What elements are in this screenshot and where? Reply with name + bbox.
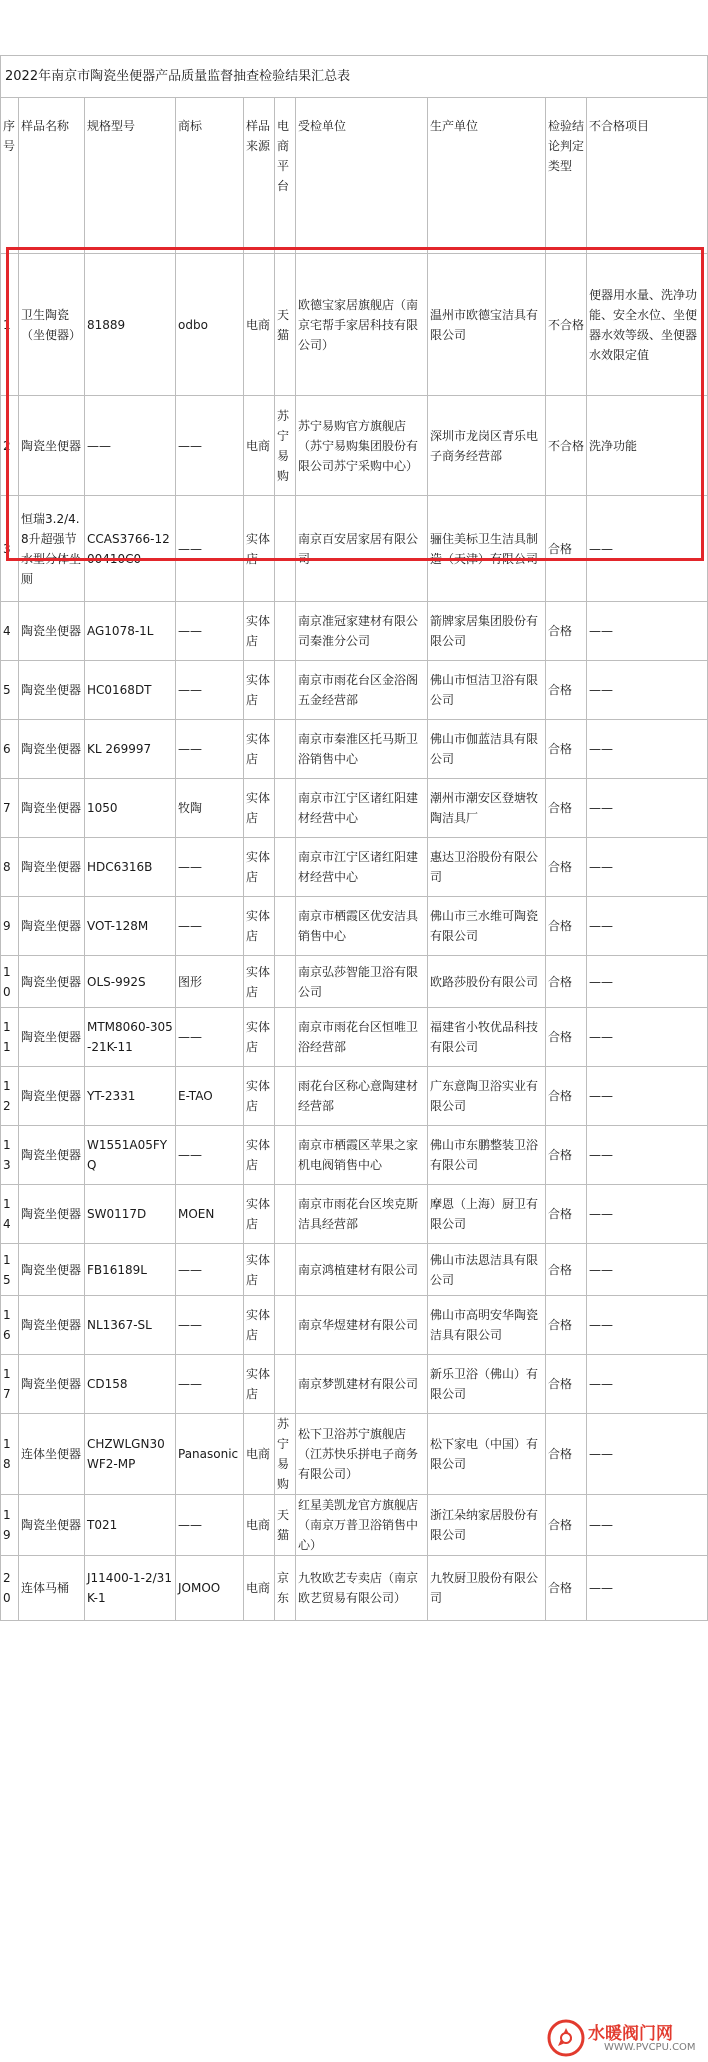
table-row (1, 254, 708, 396)
cell-row-index: 18 (1, 1414, 19, 1495)
cell-verdict: 合格 (546, 1355, 587, 1414)
cell-producer: 佛山市法恩洁具有限公司 (428, 1244, 546, 1296)
cell-brand: —— (176, 897, 244, 956)
cell-verdict: 合格 (546, 1414, 587, 1495)
cell-row-index: 9 (1, 897, 19, 956)
cell-row-index: 13 (1, 1126, 19, 1185)
cell-source: 实体店 (244, 838, 275, 897)
cell-failed-items: —— (587, 1556, 708, 1621)
header-col-index: 序号 (1, 98, 19, 254)
cell-platform: 京东 (275, 1556, 296, 1621)
cell-sample-name: 卫生陶瓷（坐便器） (19, 254, 85, 396)
cell-brand: —— (176, 1296, 244, 1355)
cell-sample-name: 陶瓷坐便器 (19, 720, 85, 779)
cell-verdict: 合格 (546, 1067, 587, 1126)
cell-platform (275, 496, 296, 602)
cell-platform (275, 838, 296, 897)
cell-model: MTM8060-305-21K-11 (85, 1008, 176, 1067)
cell-inspected-unit: 红星美凯龙官方旗舰店（南京万普卫浴销售中心） (296, 1495, 428, 1556)
cell-brand: JOMOO (176, 1556, 244, 1621)
header-col-sample-name: 样品名称 (19, 98, 85, 254)
header-col-verdict: 检验结论判定类型 (546, 98, 587, 254)
table-row (1, 1296, 708, 1355)
cell-verdict: 合格 (546, 1296, 587, 1355)
cell-verdict: 合格 (546, 661, 587, 720)
cell-source: 实体店 (244, 1355, 275, 1414)
cell-producer: 骊住美标卫生洁具制造（天津）有限公司 (428, 496, 546, 602)
results-table (0, 55, 708, 1621)
results-sheet (0, 55, 707, 1621)
cell-source: 实体店 (244, 661, 275, 720)
cell-failed-items: —— (587, 1126, 708, 1185)
table-row (1, 1008, 708, 1067)
cell-row-index: 12 (1, 1067, 19, 1126)
cell-sample-name: 陶瓷坐便器 (19, 1495, 85, 1556)
cell-failed-items: —— (587, 1008, 708, 1067)
header-col-inspected-unit: 受检单位 (296, 98, 428, 254)
cell-platform (275, 1185, 296, 1244)
cell-model: NL1367-SL (85, 1296, 176, 1355)
cell-row-index: 15 (1, 1244, 19, 1296)
cell-failed-items: —— (587, 661, 708, 720)
table-row (1, 396, 708, 496)
cell-verdict: 合格 (546, 779, 587, 838)
cell-model: 81889 (85, 254, 176, 396)
cell-platform: 天猫 (275, 1495, 296, 1556)
cell-brand: —— (176, 1126, 244, 1185)
cell-brand: 牧陶 (176, 779, 244, 838)
cell-brand: 图形 (176, 956, 244, 1008)
cell-inspected-unit: 南京鸿植建材有限公司 (296, 1244, 428, 1296)
cell-failed-items: —— (587, 897, 708, 956)
cell-platform (275, 1355, 296, 1414)
cell-brand: —— (176, 602, 244, 661)
header-col-producer: 生产单位 (428, 98, 546, 254)
cell-verdict: 合格 (546, 496, 587, 602)
cell-row-index: 5 (1, 661, 19, 720)
cell-row-index: 2 (1, 396, 19, 496)
cell-sample-name: 陶瓷坐便器 (19, 1008, 85, 1067)
cell-verdict: 合格 (546, 1126, 587, 1185)
cell-model: VOT-128M (85, 897, 176, 956)
table-row (1, 1185, 708, 1244)
table-row (1, 720, 708, 779)
cell-producer: 潮州市潮安区登塘牧陶洁具厂 (428, 779, 546, 838)
cell-producer: 广东意陶卫浴实业有限公司 (428, 1067, 546, 1126)
cell-sample-name: 陶瓷坐便器 (19, 838, 85, 897)
cell-inspected-unit: 欧德宝家居旗舰店（南京宅帮手家居科技有限公司） (296, 254, 428, 396)
cell-verdict: 合格 (546, 956, 587, 1008)
table-row (1, 1126, 708, 1185)
cell-verdict: 合格 (546, 720, 587, 779)
cell-sample-name: 陶瓷坐便器 (19, 1244, 85, 1296)
cell-source: 电商 (244, 1495, 275, 1556)
cell-platform (275, 1067, 296, 1126)
cell-source: 实体店 (244, 1008, 275, 1067)
cell-inspected-unit: 南京弘莎智能卫浴有限公司 (296, 956, 428, 1008)
cell-failed-items: —— (587, 496, 708, 602)
cell-model: HC0168DT (85, 661, 176, 720)
cell-brand: odbo (176, 254, 244, 396)
cell-failed-items: —— (587, 1185, 708, 1244)
cell-failed-items: —— (587, 838, 708, 897)
cell-source: 电商 (244, 1556, 275, 1621)
cell-sample-name: 恒瑞3.2/4.8升超强节水型分体坐厕 (19, 496, 85, 602)
cell-platform (275, 661, 296, 720)
cell-model: YT-2331 (85, 1067, 176, 1126)
cell-verdict: 合格 (546, 602, 587, 661)
table-row (1, 1495, 708, 1556)
watermark-logo (546, 2018, 706, 2058)
cell-inspected-unit: 南京准冠家建材有限公司秦淮分公司 (296, 602, 428, 661)
cell-source: 实体店 (244, 897, 275, 956)
cell-inspected-unit: 南京市栖霞区苹果之家机电阀销售中心 (296, 1126, 428, 1185)
cell-source: 实体店 (244, 1126, 275, 1185)
cell-brand: —— (176, 496, 244, 602)
cell-producer: 佛山市三水维可陶瓷有限公司 (428, 897, 546, 956)
cell-brand: —— (176, 720, 244, 779)
cell-producer: 箭牌家居集团股份有限公司 (428, 602, 546, 661)
table-row (1, 956, 708, 1008)
cell-model: AG1078-1L (85, 602, 176, 661)
cell-failed-items: 便器用水量、洗净功能、安全水位、坐便器水效等级、坐便器水效限定值 (587, 254, 708, 396)
cell-source: 实体店 (244, 1244, 275, 1296)
cell-model: CD158 (85, 1355, 176, 1414)
cell-inspected-unit: 南京市雨花台区恒唯卫浴经营部 (296, 1008, 428, 1067)
cell-brand: Panasonic (176, 1414, 244, 1495)
cell-failed-items: —— (587, 1296, 708, 1355)
cell-producer: 浙江朵纳家居股份有限公司 (428, 1495, 546, 1556)
cell-platform: 天猫 (275, 254, 296, 396)
cell-row-index: 11 (1, 1008, 19, 1067)
cell-platform (275, 1126, 296, 1185)
cell-sample-name: 陶瓷坐便器 (19, 1126, 85, 1185)
cell-failed-items: —— (587, 1244, 708, 1296)
cell-model: T021 (85, 1495, 176, 1556)
header-row (1, 98, 708, 254)
table-row (1, 779, 708, 838)
cell-brand: —— (176, 661, 244, 720)
watermark-brand: 水暖阀门网 (588, 2024, 673, 2044)
cell-verdict: 合格 (546, 1495, 587, 1556)
table-row (1, 1556, 708, 1621)
cell-producer: 佛山市恒洁卫浴有限公司 (428, 661, 546, 720)
cell-platform (275, 897, 296, 956)
header-col-failed-items: 不合格项目 (587, 98, 708, 254)
cell-row-index: 3 (1, 496, 19, 602)
cell-row-index: 16 (1, 1296, 19, 1355)
table-row (1, 1414, 708, 1495)
cell-producer: 欧路莎股份有限公司 (428, 956, 546, 1008)
cell-brand: —— (176, 838, 244, 897)
cell-inspected-unit: 南京市秦淮区托马斯卫浴销售中心 (296, 720, 428, 779)
cell-model: KL 269997 (85, 720, 176, 779)
cell-brand: —— (176, 1008, 244, 1067)
cell-source: 电商 (244, 254, 275, 396)
cell-brand: MOEN (176, 1185, 244, 1244)
cell-source: 实体店 (244, 956, 275, 1008)
cell-row-index: 19 (1, 1495, 19, 1556)
cell-model: CHZWLGN30WF2-MP (85, 1414, 176, 1495)
cell-failed-items: —— (587, 602, 708, 661)
cell-row-index: 1 (1, 254, 19, 396)
cell-sample-name: 陶瓷坐便器 (19, 779, 85, 838)
cell-inspected-unit: 南京梦凯建材有限公司 (296, 1355, 428, 1414)
table-row (1, 838, 708, 897)
cell-platform: 苏宁易购 (275, 396, 296, 496)
cell-inspected-unit: 南京市栖霞区优安洁具销售中心 (296, 897, 428, 956)
cell-row-index: 10 (1, 956, 19, 1008)
cell-brand: —— (176, 1244, 244, 1296)
cell-failed-items: —— (587, 1067, 708, 1126)
table-row (1, 1355, 708, 1414)
table-row (1, 1067, 708, 1126)
cell-verdict: 合格 (546, 1185, 587, 1244)
cell-row-index: 14 (1, 1185, 19, 1244)
table-row (1, 602, 708, 661)
cell-inspected-unit: 南京市雨花台区金浴阁五金经营部 (296, 661, 428, 720)
cell-sample-name: 连体马桶 (19, 1556, 85, 1621)
cell-row-index: 6 (1, 720, 19, 779)
cell-producer: 九牧厨卫股份有限公司 (428, 1556, 546, 1621)
cell-platform (275, 720, 296, 779)
cell-model: —— (85, 396, 176, 496)
cell-sample-name: 陶瓷坐便器 (19, 1185, 85, 1244)
header-col-source: 样品来源 (244, 98, 275, 254)
cell-model: J11400-1-2/31K-1 (85, 1556, 176, 1621)
cell-source: 实体店 (244, 720, 275, 779)
cell-source: 实体店 (244, 602, 275, 661)
table-row (1, 1244, 708, 1296)
cell-model: W1551A05FYQ (85, 1126, 176, 1185)
cell-model: HDC6316B (85, 838, 176, 897)
cell-verdict: 不合格 (546, 254, 587, 396)
title-row (1, 56, 708, 98)
faucet-logo-icon (546, 2018, 586, 2058)
watermark-url: WWW.PVCPU.COM (604, 2042, 696, 2053)
cell-platform: 苏宁易购 (275, 1414, 296, 1495)
table-title: 2022年南京市陶瓷坐便器产品质量监督抽查检验结果汇总表 (1, 56, 708, 98)
cell-platform (275, 779, 296, 838)
cell-source: 实体店 (244, 1185, 275, 1244)
cell-verdict: 合格 (546, 897, 587, 956)
cell-source: 电商 (244, 1414, 275, 1495)
cell-sample-name: 陶瓷坐便器 (19, 1067, 85, 1126)
cell-platform (275, 1296, 296, 1355)
cell-verdict: 合格 (546, 1244, 587, 1296)
cell-producer: 佛山市高明安华陶瓷洁具有限公司 (428, 1296, 546, 1355)
cell-platform (275, 956, 296, 1008)
cell-failed-items: —— (587, 1414, 708, 1495)
cell-brand: —— (176, 1355, 244, 1414)
cell-row-index: 17 (1, 1355, 19, 1414)
cell-verdict: 合格 (546, 1008, 587, 1067)
cell-model: SW0117D (85, 1185, 176, 1244)
cell-inspected-unit: 南京百安居家居有限公司 (296, 496, 428, 602)
cell-producer: 摩恩（上海）厨卫有限公司 (428, 1185, 546, 1244)
cell-sample-name: 连体坐便器 (19, 1414, 85, 1495)
cell-inspected-unit: 南京华煜建材有限公司 (296, 1296, 428, 1355)
cell-producer: 惠达卫浴股份有限公司 (428, 838, 546, 897)
cell-model: OLS-992S (85, 956, 176, 1008)
cell-verdict: 合格 (546, 1556, 587, 1621)
cell-producer: 松下家电（中国）有限公司 (428, 1414, 546, 1495)
cell-source: 实体店 (244, 496, 275, 602)
cell-brand: —— (176, 1495, 244, 1556)
cell-failed-items: 洗净功能 (587, 396, 708, 496)
cell-verdict: 不合格 (546, 396, 587, 496)
cell-producer: 佛山市伽蓝洁具有限公司 (428, 720, 546, 779)
cell-verdict: 合格 (546, 838, 587, 897)
cell-failed-items: —— (587, 1495, 708, 1556)
cell-brand: —— (176, 396, 244, 496)
cell-row-index: 4 (1, 602, 19, 661)
cell-sample-name: 陶瓷坐便器 (19, 1355, 85, 1414)
header-col-brand: 商标 (176, 98, 244, 254)
cell-inspected-unit: 南京市雨花台区埃克斯洁具经营部 (296, 1185, 428, 1244)
cell-sample-name: 陶瓷坐便器 (19, 661, 85, 720)
table-row (1, 496, 708, 602)
cell-source: 实体店 (244, 779, 275, 838)
cell-sample-name: 陶瓷坐便器 (19, 396, 85, 496)
cell-inspected-unit: 雨花台区称心意陶建材经营部 (296, 1067, 428, 1126)
cell-source: 实体店 (244, 1067, 275, 1126)
cell-failed-items: —— (587, 779, 708, 838)
cell-inspected-unit: 松下卫浴苏宁旗舰店（江苏快乐拼电子商务有限公司） (296, 1414, 428, 1495)
cell-failed-items: —— (587, 956, 708, 1008)
cell-row-index: 7 (1, 779, 19, 838)
cell-producer: 温州市欧德宝洁具有限公司 (428, 254, 546, 396)
cell-sample-name: 陶瓷坐便器 (19, 897, 85, 956)
cell-source: 实体店 (244, 1296, 275, 1355)
cell-producer: 深圳市龙岗区青乐电子商务经营部 (428, 396, 546, 496)
header-col-platform: 电商平台 (275, 98, 296, 254)
cell-sample-name: 陶瓷坐便器 (19, 1296, 85, 1355)
header-col-model: 规格型号 (85, 98, 176, 254)
cell-producer: 新乐卫浴（佛山）有限公司 (428, 1355, 546, 1414)
table-row (1, 661, 708, 720)
table-row (1, 897, 708, 956)
cell-sample-name: 陶瓷坐便器 (19, 602, 85, 661)
cell-inspected-unit: 南京市江宁区诸红阳建材经营中心 (296, 838, 428, 897)
cell-producer: 佛山市东鹏整装卫浴有限公司 (428, 1126, 546, 1185)
cell-failed-items: —— (587, 720, 708, 779)
cell-inspected-unit: 九牧欧艺专卖店（南京欧艺贸易有限公司） (296, 1556, 428, 1621)
cell-inspected-unit: 苏宁易购官方旗舰店（苏宁易购集团股份有限公司苏宁采购中心） (296, 396, 428, 496)
cell-platform (275, 602, 296, 661)
cell-source: 电商 (244, 396, 275, 496)
cell-sample-name: 陶瓷坐便器 (19, 956, 85, 1008)
cell-platform (275, 1244, 296, 1296)
cell-brand: E-TAO (176, 1067, 244, 1126)
cell-inspected-unit: 南京市江宁区诸红阳建材经营中心 (296, 779, 428, 838)
cell-row-index: 20 (1, 1556, 19, 1621)
cell-model: FB16189L (85, 1244, 176, 1296)
cell-platform (275, 1008, 296, 1067)
cell-model: CCAS3766-1200410C0 (85, 496, 176, 602)
cell-model: 1050 (85, 779, 176, 838)
cell-row-index: 8 (1, 838, 19, 897)
cell-failed-items: —— (587, 1355, 708, 1414)
cell-producer: 福建省小牧优品科技有限公司 (428, 1008, 546, 1067)
